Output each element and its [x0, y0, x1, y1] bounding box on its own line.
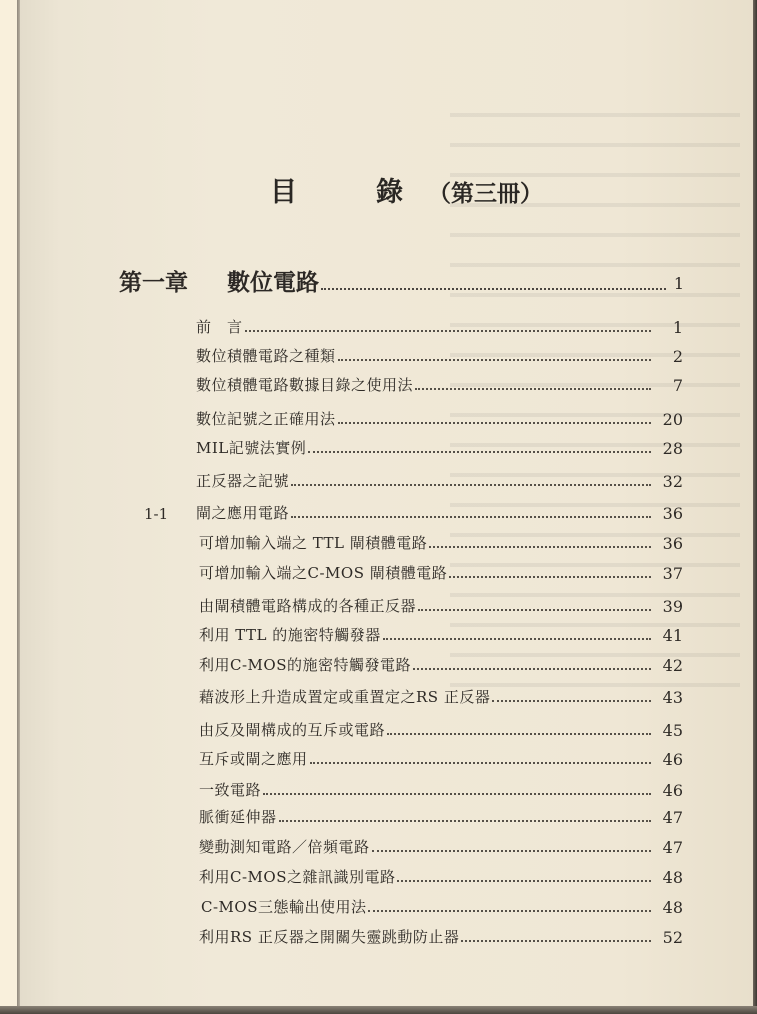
dot-leader	[279, 819, 651, 822]
dot-leader	[383, 637, 651, 640]
entry-page-number: 46	[662, 750, 683, 769]
chapter-page-number: 1	[673, 274, 684, 293]
dot-leader	[418, 608, 651, 611]
entry-title: MIL記號法實例	[196, 439, 307, 457]
facing-page-edge	[0, 0, 17, 1014]
toc-entry[interactable]	[196, 404, 683, 433]
toc-entry[interactable]	[196, 433, 683, 462]
toc-entry[interactable]	[196, 312, 683, 341]
toc-entry[interactable]	[199, 591, 683, 620]
dot-leader	[291, 515, 651, 518]
entry-title: 變動測知電路／倍頻電路	[199, 838, 370, 856]
dot-leader	[321, 287, 666, 290]
toc-entry[interactable]	[199, 862, 683, 891]
toc-entry[interactable]	[196, 370, 683, 399]
entry-page-number: 32	[662, 472, 683, 491]
entry-title: 利用C-MOS之雜訊識別電路	[199, 868, 396, 886]
entry-page-number: 46	[662, 781, 683, 800]
toc-entry[interactable]	[199, 744, 683, 773]
entry-title: 一致電路	[199, 781, 262, 799]
toc-entry[interactable]	[199, 922, 683, 951]
dot-leader	[415, 387, 651, 390]
dot-leader	[387, 732, 651, 735]
entry-title: 前 言	[196, 318, 243, 336]
entry-page-number: 1	[672, 318, 683, 337]
page-title	[270, 170, 543, 209]
entry-title: 互斥或閘之應用	[199, 750, 308, 768]
entry-title: 由閘積體電路構成的各種正反器	[199, 597, 417, 615]
dot-leader	[413, 667, 651, 670]
dot-leader	[338, 421, 651, 424]
entry-page-number: 52	[662, 928, 683, 947]
toc-entry[interactable]	[199, 715, 683, 744]
entry-page-number: 7	[672, 376, 683, 395]
title-volume: （第三冊）	[428, 181, 543, 207]
dot-leader	[492, 699, 651, 702]
page-right-edge	[753, 0, 757, 1014]
toc-entry[interactable]	[199, 832, 683, 861]
dot-leader	[263, 792, 651, 795]
toc-entry[interactable]	[199, 775, 683, 804]
entry-title: 正反器之記號	[196, 472, 290, 490]
entry-title: 脈衝延伸器	[199, 808, 277, 826]
title-char-2: 錄	[376, 177, 403, 208]
entry-page-number: 47	[662, 838, 683, 857]
entry-page-number: 48	[662, 898, 683, 917]
entry-title: 由反及閘構成的互斥或電路	[199, 721, 386, 739]
entry-title: 數位積體電路數據目錄之使用法	[196, 376, 414, 394]
dot-leader	[429, 545, 651, 548]
title-char-1: 目	[270, 177, 297, 208]
toc-entry[interactable]	[199, 528, 683, 557]
dot-leader	[338, 358, 651, 361]
entry-title: 可增加輸入端之C-MOS 閘積體電路	[199, 564, 448, 582]
dot-leader	[397, 879, 651, 882]
entry-title: 藉波形上升造成置定或重置定之RS 正反器	[199, 688, 491, 706]
toc-entry[interactable]	[144, 498, 683, 527]
toc-chapter-row[interactable]	[119, 263, 684, 297]
dot-leader	[291, 483, 651, 486]
toc-entry[interactable]	[196, 341, 683, 370]
entry-page-number: 28	[662, 439, 683, 458]
entry-page-number: 39	[662, 597, 683, 616]
entry-title: 利用C-MOS的施密特觸發電路	[199, 656, 411, 674]
entry-page-number: 20	[662, 410, 683, 429]
entry-title: 利用 TTL 的施密特觸發器	[199, 626, 381, 644]
dot-leader	[245, 329, 651, 332]
toc-entry[interactable]	[199, 682, 683, 711]
entry-page-number: 41	[662, 626, 683, 645]
entry-page-number: 48	[662, 868, 683, 887]
entry-title: 利用RS 正反器之開關失靈跳動防止器	[199, 928, 460, 946]
toc-entry[interactable]	[199, 620, 683, 649]
toc-entry[interactable]	[196, 466, 683, 495]
dot-leader	[368, 909, 651, 912]
dot-leader	[449, 575, 651, 578]
entry-title: 數位記號之正確用法	[196, 410, 336, 428]
section-number: 1-1	[144, 505, 169, 523]
chapter-title: 數位電路	[227, 270, 319, 296]
entry-page-number: 2	[672, 347, 683, 366]
entry-page-number: 47	[662, 808, 683, 827]
entry-page-number: 36	[662, 504, 683, 523]
toc-entry[interactable]	[199, 558, 683, 587]
entry-page-number: 36	[662, 534, 683, 553]
dot-leader	[310, 761, 651, 764]
toc-entry[interactable]	[199, 650, 683, 679]
dot-leader	[308, 450, 651, 453]
chapter-number: 第一章	[119, 270, 188, 296]
entry-title: C-MOS三態輸出使用法	[201, 898, 367, 916]
dot-leader	[461, 939, 651, 942]
dot-leader	[372, 849, 651, 852]
entry-page-number: 45	[662, 721, 683, 740]
entry-page-number: 37	[662, 564, 683, 583]
page-bottom-edge	[0, 1006, 757, 1014]
entry-page-number: 43	[662, 688, 683, 707]
entry-title: 可增加輸入端之 TTL 閘積體電路	[199, 534, 428, 552]
toc-entry[interactable]	[201, 892, 683, 921]
entry-page-number: 42	[662, 656, 683, 675]
toc-entry[interactable]	[199, 802, 683, 831]
entry-title: 閘之應用電路	[196, 504, 290, 522]
entry-title: 數位積體電路之種類	[196, 347, 336, 365]
